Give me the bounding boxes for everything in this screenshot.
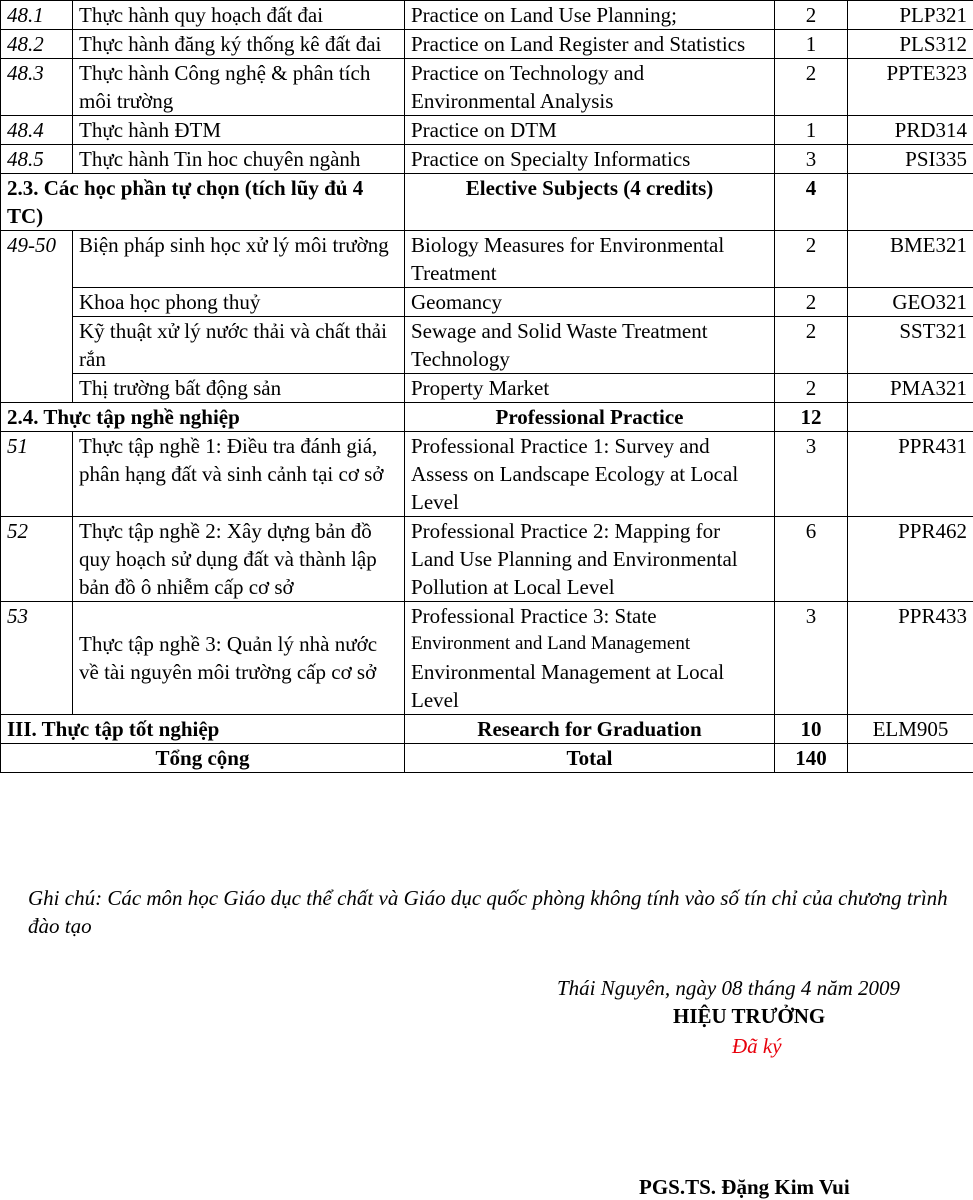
course-code: PPR431 xyxy=(848,432,973,517)
course-name-en: Professional Practice 1: Survey and Assess on Landscape Ecology at Local Level xyxy=(405,432,775,517)
section-code: ELM905 xyxy=(848,715,973,744)
course-code: PLP321 xyxy=(848,1,973,30)
table-row xyxy=(1,317,973,374)
course-name-vn: Khoa học phong thuỷ xyxy=(73,288,405,317)
course-name-vn: Thực tập nghề 3: Quản lý nhà nước về tài nguyên môi trường cấp cơ sở xyxy=(73,602,405,715)
course-code: PPTE323 xyxy=(848,59,973,116)
course-name-vn: Thực tập nghề 2: Xây dựng bản đồ quy hoạch sử dụng đất và thành lập bản đồ ô nhiễm cấp cơ sở xyxy=(73,517,405,602)
course-number: 52 xyxy=(1,517,73,602)
section-code xyxy=(848,403,973,432)
course-credits: 3 xyxy=(775,602,848,715)
course-name-vn: Biện pháp sinh học xử lý môi trường xyxy=(73,231,405,288)
course-code: PMA321 xyxy=(848,374,973,403)
course-credits: 2 xyxy=(775,317,848,374)
total-credits: 140 xyxy=(775,744,848,773)
course-name-vn: Kỹ thuật xử lý nước thải và chất thải rắn xyxy=(73,317,405,374)
section-title-en: Elective Subjects (4 credits) xyxy=(405,174,775,231)
table-row xyxy=(1,231,973,288)
course-name-vn: Thực hành ĐTM xyxy=(73,116,405,145)
table-row xyxy=(1,1,973,30)
section-row-graduation xyxy=(1,715,973,744)
course-credits: 3 xyxy=(775,432,848,517)
total-label-en: Total xyxy=(405,744,775,773)
course-number: 51 xyxy=(1,432,73,517)
course-number: 48.4 xyxy=(1,116,73,145)
table-row xyxy=(1,432,973,517)
course-name-en: Practice on Land Use Planning; xyxy=(405,1,775,30)
course-credits: 1 xyxy=(775,30,848,59)
course-name-en: Practice on DTM xyxy=(405,116,775,145)
total-row xyxy=(1,744,973,773)
table-row xyxy=(1,59,973,116)
course-name-en: Professional Practice 2: Mapping for Land Use Planning and Environmental Pollution at Local Level xyxy=(405,517,775,602)
section-credits: 4 xyxy=(775,174,848,231)
course-code: PPR462 xyxy=(848,517,973,602)
signed-label: Đã ký xyxy=(732,1034,782,1058)
course-credits: 2 xyxy=(775,59,848,116)
section-title-vn: 2.3. Các học phần tự chọn (tích lũy đủ 4 TC) xyxy=(1,174,405,231)
table-row xyxy=(1,30,973,59)
course-name-vn: Thực tập nghề 1: Điều tra đánh giá, phân hạng đất và sinh cảnh tại cơ sở xyxy=(73,432,405,517)
course-credits: 6 xyxy=(775,517,848,602)
course-name-en: Practice on Land Register and Statistics xyxy=(405,30,775,59)
section-credits: 10 xyxy=(775,715,848,744)
course-name-en-line: Environmental Management at Local Level xyxy=(411,660,725,712)
course-number: 48.3 xyxy=(1,59,73,116)
course-code: PPR433 xyxy=(848,602,973,715)
section-credits: 12 xyxy=(775,403,848,432)
course-name-vn: Thực hành Tin hoc chuyên ngành xyxy=(73,145,405,174)
signer-name: PGS.TS. Đặng Kim Vui xyxy=(639,1175,850,1199)
section-row-practice xyxy=(1,403,973,432)
section-title-vn: III. Thực tập tốt nghiệp xyxy=(1,715,405,744)
course-number: 48.2 xyxy=(1,30,73,59)
course-name-en: Practice on Specialty Informatics xyxy=(405,145,775,174)
course-name-en: Geomancy xyxy=(405,288,775,317)
footnote: Ghi chú: Các môn học Giáo dục thể chất và Giáo dục quốc phòng không tính vào số tín chỉ của chương trình đào tạo xyxy=(28,886,948,938)
place-date: Thái Nguyên, ngày 08 tháng 4 năm 2009 xyxy=(557,976,900,1000)
course-name-en-line: Professional Practice 3: State xyxy=(411,604,657,628)
table-row xyxy=(1,288,973,317)
table-row xyxy=(1,517,973,602)
course-credits: 2 xyxy=(775,231,848,288)
course-code: GEO321 xyxy=(848,288,973,317)
course-credits: 2 xyxy=(775,288,848,317)
course-name-en-line: Environment and Land Management xyxy=(411,633,691,654)
course-credits: 3 xyxy=(775,145,848,174)
course-name-vn: Thị trường bất động sản xyxy=(73,374,405,403)
course-credits: 2 xyxy=(775,374,848,403)
course-name-en: Biology Measures for Environmental Treatment xyxy=(405,231,775,288)
course-credits: 2 xyxy=(775,1,848,30)
table-row xyxy=(1,374,973,403)
course-code: SST321 xyxy=(848,317,973,374)
table-row xyxy=(1,116,973,145)
course-name-vn: Thực hành đăng ký thống kê đất đai xyxy=(73,30,405,59)
table-row xyxy=(1,602,973,715)
elective-group-number: 49-50 xyxy=(1,231,73,403)
section-title-en: Research for Graduation xyxy=(405,715,775,744)
table-row xyxy=(1,145,973,174)
section-code xyxy=(848,174,973,231)
course-name-vn: Thực hành Công nghệ & phân tích môi trường xyxy=(73,59,405,116)
course-name-en xyxy=(405,602,775,715)
course-name-en: Property Market xyxy=(405,374,775,403)
course-name-en: Practice on Technology and Environmental Analysis xyxy=(405,59,775,116)
course-number: 53 xyxy=(1,602,73,715)
course-name-vn: Thực hành quy hoạch đất đai xyxy=(73,1,405,30)
section-row-electives xyxy=(1,174,973,231)
course-code: PSI335 xyxy=(848,145,973,174)
course-code: BME321 xyxy=(848,231,973,288)
course-credits: 1 xyxy=(775,116,848,145)
course-code: PLS312 xyxy=(848,30,973,59)
course-number: 48.1 xyxy=(1,1,73,30)
total-label-vn: Tổng cộng xyxy=(1,744,405,773)
rector-title: HIỆU TRƯỞNG xyxy=(673,1004,826,1028)
section-title-en: Professional Practice xyxy=(405,403,775,432)
course-number: 48.5 xyxy=(1,145,73,174)
total-code xyxy=(848,744,973,773)
course-code: PRD314 xyxy=(848,116,973,145)
section-title-vn: 2.4. Thực tập nghề nghiệp xyxy=(1,403,405,432)
course-name-en: Sewage and Solid Waste Treatment Technology xyxy=(405,317,775,374)
